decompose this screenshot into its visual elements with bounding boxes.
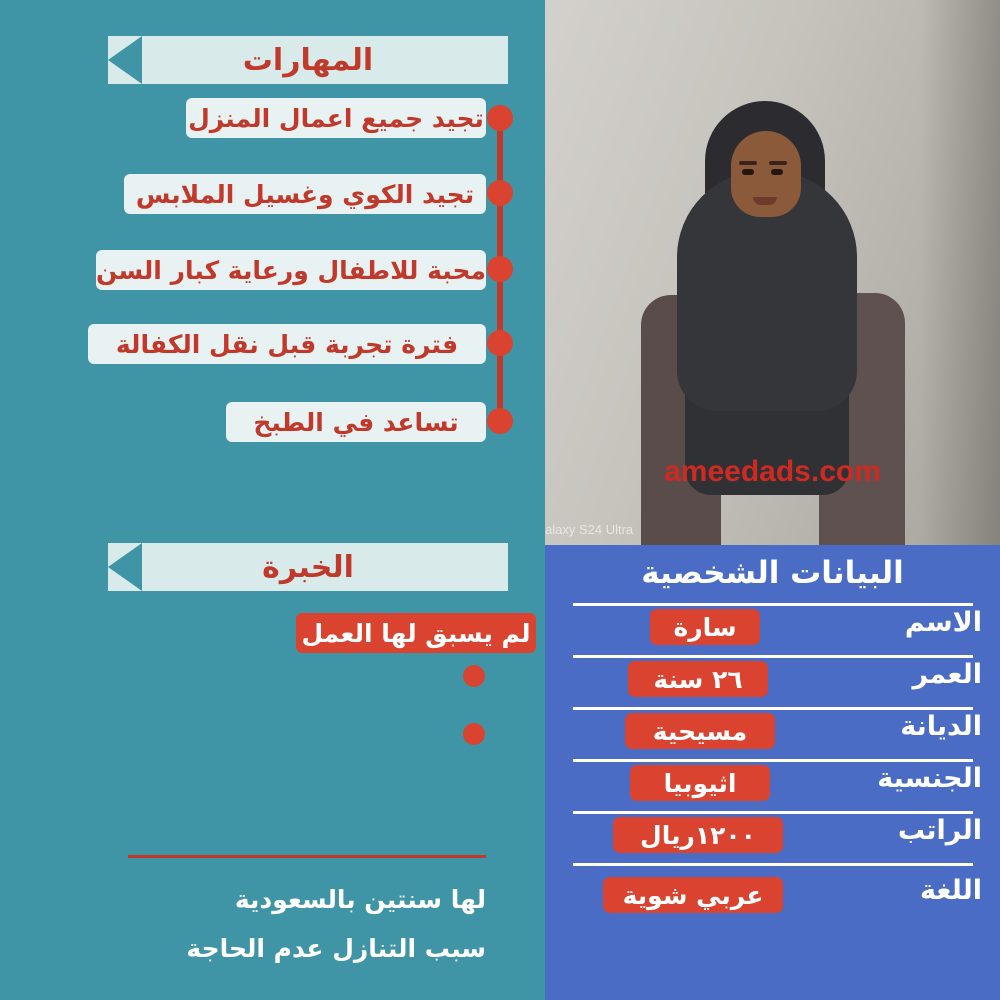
row-divider bbox=[573, 603, 973, 606]
eye-left bbox=[742, 169, 754, 175]
timeline-dot bbox=[487, 180, 513, 206]
ribbon-notch-icon bbox=[108, 543, 142, 591]
row-value: ٢٦ سنة bbox=[628, 661, 768, 697]
experience-note: سبب التنازل عدم الحاجة bbox=[186, 934, 486, 963]
table-row bbox=[545, 815, 1000, 859]
row-divider bbox=[573, 655, 973, 658]
row-value: ١٢٠٠ريال bbox=[613, 817, 783, 853]
timeline-dot bbox=[487, 256, 513, 282]
table-row bbox=[545, 763, 1000, 807]
experience-note: لها سنتين بالسعودية bbox=[234, 885, 486, 914]
site-watermark: ameedads.com bbox=[664, 455, 881, 488]
table-row bbox=[545, 711, 1000, 755]
eye-right bbox=[771, 169, 783, 175]
skill-item: فترة تجربة قبل نقل الكفالة bbox=[88, 324, 486, 364]
row-label: الراتب bbox=[897, 815, 982, 846]
timeline-dot bbox=[463, 723, 485, 745]
skill-item: محبة للاطفال ورعاية كبار السن bbox=[96, 250, 486, 290]
section-divider bbox=[128, 855, 486, 858]
experience-header-ribbon bbox=[108, 543, 508, 591]
camera-watermark-label: alaxy S24 Ultra bbox=[545, 522, 634, 537]
row-value: سارة bbox=[650, 609, 760, 645]
table-row bbox=[545, 659, 1000, 703]
table-row bbox=[545, 875, 1000, 919]
row-value: اثيوبيا bbox=[630, 765, 770, 801]
row-divider bbox=[573, 759, 973, 762]
skills-header-ribbon bbox=[108, 36, 508, 84]
personal-data-panel bbox=[545, 545, 1000, 1000]
eyebrow-left bbox=[739, 161, 757, 165]
ribbon-notch-icon bbox=[108, 36, 142, 84]
timeline-dot bbox=[487, 105, 513, 131]
row-label: الديانة bbox=[900, 711, 982, 742]
row-divider bbox=[573, 811, 973, 814]
timeline-dot bbox=[487, 330, 513, 356]
experience-title: الخبرة bbox=[262, 549, 354, 585]
row-label: الجنسية bbox=[877, 763, 982, 794]
row-value: مسيحية bbox=[625, 713, 775, 749]
timeline-dot bbox=[463, 665, 485, 687]
row-label: العمر bbox=[912, 659, 982, 690]
skills-title: المهارات bbox=[242, 42, 374, 78]
eyebrow-right bbox=[769, 161, 787, 165]
experience-item: لم يسبق لها العمل bbox=[296, 613, 536, 653]
row-label: الاسم bbox=[904, 607, 982, 638]
skill-item: تجيد جميع اعمال المنزل bbox=[186, 98, 486, 138]
row-divider bbox=[573, 707, 973, 710]
row-value: عربي شوية bbox=[603, 877, 783, 913]
timeline-dot bbox=[487, 408, 513, 434]
skill-item: تساعد في الطبخ bbox=[226, 402, 486, 442]
personal-data-title: البيانات الشخصية bbox=[641, 555, 904, 591]
skill-item: تجيد الكوي وغسيل الملابس bbox=[124, 174, 486, 214]
row-label: اللغة bbox=[919, 875, 982, 906]
row-divider bbox=[573, 863, 973, 866]
table-row bbox=[545, 607, 1000, 651]
